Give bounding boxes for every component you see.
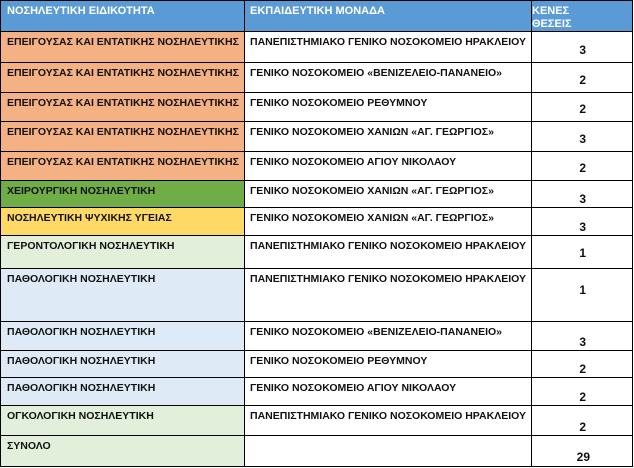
positions-cell: 1 [532, 236, 633, 269]
unit-cell: ΠΑΝΕΠΙΣΤΗΜΙΑΚΟ ΓΕΝΙΚΟ ΝΟΣΟΚΟΜΕΙΟ ΗΡΑΚΛΕΙΟΥ [245, 406, 532, 436]
unit-cell: ΠΑΝΕΠΙΣΤΗΜΙΑΚΟ ΓΕΝΙΚΟ ΝΟΣΟΚΟΜΕΙΟ ΗΡΑΚΛΕΙΟΥ [245, 269, 532, 322]
positions-cell: 2 [532, 152, 633, 181]
table-row [0, 63, 634, 93]
total-label: ΣΥΝΟΛΟ [0, 436, 245, 467]
total-row [0, 436, 634, 467]
positions-cell: 2 [532, 93, 633, 122]
table-row [0, 378, 634, 406]
unit-cell: ΓΕΝΙΚΟ ΝΟΣΟΚΟΜΕΙΟ ΑΓΙΟΥ ΝΙΚΟΛΑΟΥ [245, 152, 532, 181]
header-row [0, 0, 634, 32]
table-row [0, 122, 634, 152]
unit-cell: ΓΕΝΙΚΟ ΝΟΣΟΚΟΜΕΙΟ ΡΕΘΥΜΝΟΥ [245, 351, 532, 378]
table-row [0, 32, 634, 63]
header-unit: ΕΚΠΑΙΔΕΥΤΙΚΗ ΜΟΝΑΔΑ [245, 0, 532, 32]
table-row [0, 93, 634, 122]
unit-cell: ΠΑΝΕΠΙΣΤΗΜΙΑΚΟ ΓΕΝΙΚΟ ΝΟΣΟΚΟΜΕΙΟ ΗΡΑΚΛΕΙΟΥ [245, 236, 532, 269]
table-row [0, 406, 634, 436]
positions-cell: 2 [532, 351, 633, 378]
specialty-cell: ΕΠΕΙΓΟΥΣΑΣ ΚΑΙ ΕΝΤΑΤΙΚΗΣ ΝΟΣΗΛΕΥΤΙΚΗΣ [0, 122, 245, 152]
unit-cell: ΓΕΝΙΚΟ ΝΟΣΟΚΟΜΕΙΟ «ΒΕΝΙΖΕΛΕΙΟ-ΠΑΝΑΝΕΙΟ» [245, 322, 532, 351]
positions-cell: 3 [532, 181, 633, 208]
specialty-cell: ΠΑΘΟΛΟΓΙΚΗ ΝΟΣΗΛΕΥΤΙΚΗ [0, 378, 245, 406]
specialty-cell: ΠΑΘΟΛΟΓΙΚΗ ΝΟΣΗΛΕΥΤΙΚΗ [0, 322, 245, 351]
unit-cell: ΓΕΝΙΚΟ ΝΟΣΟΚΟΜΕΙΟ ΑΓΙΟΥ ΝΙΚΟΛΑΟΥ [245, 378, 532, 406]
specialty-cell: ΠΑΘΟΛΟΓΙΚΗ ΝΟΣΗΛΕΥΤΙΚΗ [0, 269, 245, 322]
positions-cell: 3 [532, 322, 633, 351]
header-positions: ΚΕΝΕΣ ΘΕΣΕΙΣ [532, 0, 633, 32]
specialty-cell: ΝΟΣΗΛΕΥΤΙΚΗ ΨΥΧΙΚΗΣ ΥΓΕΙΑΣ [0, 208, 245, 236]
positions-cell: 1 [532, 269, 633, 322]
positions-cell: 3 [532, 32, 633, 63]
specialty-cell: ΧΕΙΡΟΥΡΓΙΚΗ ΝΟΣΗΛΕΥΤΙΚΗ [0, 181, 245, 208]
specialty-cell: ΕΠΕΙΓΟΥΣΑΣ ΚΑΙ ΕΝΤΑΤΙΚΗΣ ΝΟΣΗΛΕΥΤΙΚΗΣ [0, 63, 245, 93]
positions-cell: 3 [532, 122, 633, 152]
table-row [0, 269, 634, 322]
table-row [0, 208, 634, 236]
specialty-cell: ΠΑΘΟΛΟΓΙΚΗ ΝΟΣΗΛΕΥΤΙΚΗ [0, 351, 245, 378]
table-row [0, 181, 634, 208]
unit-cell: ΓΕΝΙΚΟ ΝΟΣΟΚΟΜΕΙΟ ΧΑΝΙΩΝ «ΑΓ. ΓΕΩΡΓΙΟΣ» [245, 208, 532, 236]
table-row [0, 236, 634, 269]
specialty-cell: ΓΕΡΟΝΤΟΛΟΓΙΚΗ ΝΟΣΗΛΕΥΤΙΚΗ [0, 236, 245, 269]
positions-cell: 3 [532, 208, 633, 236]
positions-cell: 2 [532, 378, 633, 406]
unit-cell: ΓΕΝΙΚΟ ΝΟΣΟΚΟΜΕΙΟ ΧΑΝΙΩΝ «ΑΓ. ΓΕΩΡΓΙΟΣ» [245, 122, 532, 152]
unit-cell: ΓΕΝΙΚΟ ΝΟΣΟΚΟΜΕΙΟ ΧΑΝΙΩΝ «ΑΓ. ΓΕΩΡΓΙΟΣ» [245, 181, 532, 208]
table-row [0, 322, 634, 351]
positions-cell: 2 [532, 63, 633, 93]
unit-cell: ΓΕΝΙΚΟ ΝΟΣΟΚΟΜΕΙΟ ΡΕΘΥΜΝΟΥ [245, 93, 532, 122]
table-row [0, 351, 634, 378]
unit-cell: ΓΕΝΙΚΟ ΝΟΣΟΚΟΜΕΙΟ «ΒΕΝΙΖΕΛΕΙΟ-ΠΑΝΑΝΕΙΟ» [245, 63, 532, 93]
table-row [0, 152, 634, 181]
total-positions: 29 [532, 436, 633, 467]
specialty-cell: ΕΠΕΙΓΟΥΣΑΣ ΚΑΙ ΕΝΤΑΤΙΚΗΣ ΝΟΣΗΛΕΥΤΙΚΗΣ [0, 93, 245, 122]
specialty-cell: ΕΠΕΙΓΟΥΣΑΣ ΚΑΙ ΕΝΤΑΤΙΚΗΣ ΝΟΣΗΛΕΥΤΙΚΗΣ [0, 32, 245, 63]
total-unit-cell [245, 436, 532, 467]
specialty-cell: ΟΓΚΟΛΟΓΙΚΗ ΝΟΣΗΛΕΥΤΙΚΗ [0, 406, 245, 436]
positions-cell: 2 [532, 406, 633, 436]
header-specialty: ΝΟΣΗΛΕΥΤΙΚΗ ΕΙΔΙΚΟΤΗΤΑ [0, 0, 245, 32]
specialty-cell: ΕΠΕΙΓΟΥΣΑΣ ΚΑΙ ΕΝΤΑΤΙΚΗΣ ΝΟΣΗΛΕΥΤΙΚΗΣ [0, 152, 245, 181]
unit-cell: ΠΑΝΕΠΙΣΤΗΜΙΑΚΟ ΓΕΝΙΚΟ ΝΟΣΟΚΟΜΕΙΟ ΗΡΑΚΛΕΙΟΥ [245, 32, 532, 63]
